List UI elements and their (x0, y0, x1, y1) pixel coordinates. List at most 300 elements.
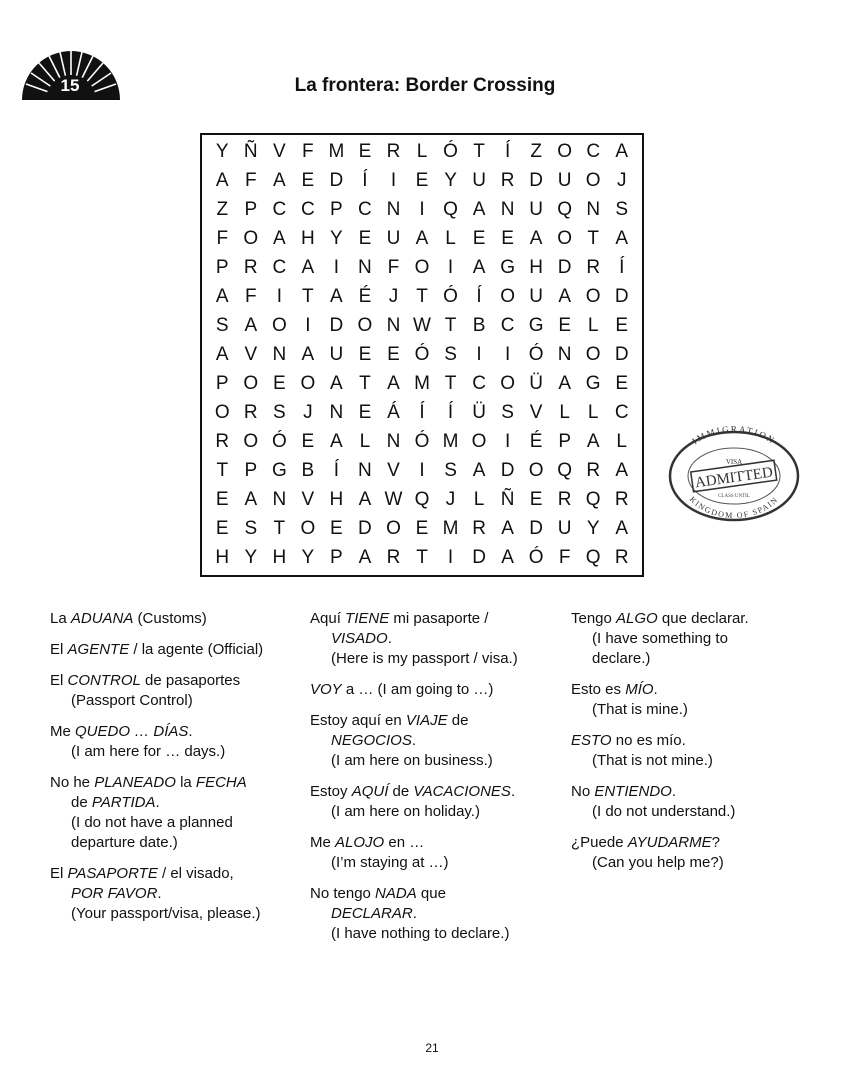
clue-line (571, 649, 811, 669)
grid-letter: Q (414, 488, 430, 510)
grid-letter: I (447, 546, 454, 568)
grid-letter: L (445, 228, 456, 250)
grid-letter: N (386, 315, 401, 337)
grid-letter: R (472, 517, 486, 539)
grid-letter: C (472, 372, 486, 394)
grid-letter: E (501, 228, 514, 250)
grid-letter: A (301, 343, 315, 365)
grid-letter: A (215, 286, 229, 308)
word-search-grid (200, 133, 644, 577)
clue-line (310, 853, 565, 873)
grid-letter: P (215, 372, 229, 394)
clue-text: . (157, 885, 162, 902)
grid-letter: Í (419, 401, 425, 423)
grid-letter: D (472, 546, 486, 568)
clue-line (571, 802, 811, 822)
grid-letter: E (301, 430, 315, 452)
grid-letter: A (615, 141, 629, 163)
clue-line (310, 904, 565, 924)
grid-letter: L (559, 401, 570, 423)
clue-text: (Your passport/visa, please.) (71, 905, 261, 922)
grid-letter: E (301, 170, 315, 192)
grid-letter: B (301, 459, 315, 481)
grid-letter: E (272, 372, 286, 394)
grid-letter: R (243, 257, 258, 279)
grid-letter: V (387, 459, 400, 481)
grid-letter: Z (530, 141, 542, 163)
clue-line (310, 731, 565, 751)
grid-letter: A (215, 170, 229, 192)
clue-line (50, 691, 300, 711)
grid-letter: F (216, 228, 229, 250)
clue-line (310, 884, 565, 904)
hidden-word: VOY (310, 681, 342, 698)
clue-text: (Can you help me?) (592, 854, 724, 871)
clue-text: . (510, 783, 516, 800)
grid-letter: I (276, 286, 282, 308)
grid-letter: P (558, 430, 571, 452)
clue-text: . (387, 630, 392, 647)
grid-letter: N (586, 199, 601, 221)
clue-text: / el visado, (157, 865, 234, 882)
grid-letter: F (244, 286, 257, 308)
hidden-word: AGENTE (67, 641, 130, 658)
hidden-word: ALGO (616, 610, 658, 627)
clue-text: (I’m staying at …) (331, 854, 449, 871)
clue-line (310, 751, 565, 771)
grid-letter: C (300, 199, 315, 221)
grid-letter: S (272, 401, 286, 423)
grid-letter: R (614, 546, 629, 568)
grid-letter: R (614, 488, 629, 510)
hidden-word: PASAPORTE (67, 865, 158, 882)
grid-letter: S (444, 343, 457, 365)
grid-letter: E (215, 517, 229, 539)
grid-letter: O (585, 343, 601, 365)
grid-letter: O (271, 315, 287, 337)
grid-letter: Í (447, 401, 454, 423)
grid-letter: N (557, 343, 572, 365)
grid-letter: N (386, 199, 401, 221)
hidden-word: VACACIONES (413, 783, 511, 800)
grid-letter: L (616, 430, 627, 452)
clue-line (50, 813, 300, 833)
clue-line (50, 671, 300, 691)
clue-line (310, 680, 565, 700)
grid-letter: Ó (443, 286, 458, 308)
page-title: La frontera: Border Crossing (294, 75, 556, 96)
stamp-bottom-text: KINGDOM OF SPAIN (687, 494, 781, 521)
clue-text: No tengo (310, 885, 376, 902)
clue-line (310, 609, 565, 629)
svg-text:IMMIGRATION (690, 424, 777, 446)
clue-line (571, 751, 811, 771)
clue-text: de (447, 712, 469, 729)
clue-line (50, 722, 300, 742)
grid-letter: Q (443, 199, 458, 221)
grid-letter: L (473, 488, 485, 510)
grid-letter: G (585, 372, 601, 394)
grid-letter: O (585, 170, 601, 192)
grid-letter: N (386, 430, 401, 452)
hidden-word: PLANEADO (94, 774, 176, 791)
grid-letter: O (300, 517, 316, 539)
clue-column-3 (571, 609, 811, 884)
hidden-word: QUEDO … DÍAS (75, 723, 189, 740)
grid-letter: A (272, 228, 286, 250)
stamp-small-text: CLASS UNTIL (718, 494, 750, 499)
grid-letter: N (272, 488, 287, 510)
grid-letter: U (529, 286, 543, 308)
grid-letter: Í (619, 257, 625, 279)
clue-text: la (175, 774, 196, 791)
grid-letter: A (501, 517, 514, 539)
clue-text: ? (711, 834, 720, 851)
clue-line (571, 833, 811, 853)
grid-letter: S (244, 517, 258, 539)
grid-letter: G (528, 315, 544, 337)
clue-text: Me (50, 723, 76, 740)
grid-letter: T (473, 141, 485, 163)
clue-text: (I am here on business.) (331, 752, 493, 769)
stamp-top-text: IMMIGRATION (690, 424, 778, 447)
grid-letter: G (271, 459, 287, 481)
admitted-stamp (664, 424, 804, 524)
clue-line (310, 833, 565, 853)
grid-letter: H (529, 257, 543, 279)
grid-letter: V (244, 343, 258, 365)
grid-letter: D (329, 315, 344, 337)
clue-entry (310, 711, 565, 771)
clue-column-2 (310, 609, 565, 955)
grid-letter: V (529, 401, 543, 423)
hidden-word: TIENE (345, 610, 390, 627)
clue-text: Estoy (310, 783, 352, 800)
clue-line (310, 782, 565, 802)
grid-letter: I (476, 343, 482, 365)
clue-text: en … (384, 834, 425, 851)
clue-text: de pasaportes (140, 672, 241, 689)
grid-letter: I (504, 343, 511, 365)
clue-text: Aquí (310, 610, 346, 627)
clue-line (50, 609, 300, 629)
hidden-word: NEGOCIOS (331, 732, 412, 749)
grid-letter: T (273, 517, 286, 539)
grid-letter: A (387, 372, 400, 394)
grid-letter: Í (362, 170, 368, 192)
clue-line (50, 793, 300, 813)
grid-letter: O (528, 459, 544, 481)
grid-letter: T (302, 286, 314, 308)
clue-line (310, 802, 565, 822)
clue-line (50, 864, 300, 884)
grid-letter: I (333, 257, 340, 279)
clue-entry (310, 884, 565, 944)
grid-letter: C (586, 141, 601, 163)
grid-letter: A (501, 546, 514, 568)
grid-letter: Ü (529, 372, 543, 394)
grid-letter: R (386, 546, 401, 568)
grid-letter: T (416, 286, 428, 308)
grid-letter: Ó (443, 141, 458, 163)
grid-letter: O (414, 257, 430, 279)
grid-letter: J (388, 286, 399, 308)
hidden-word: ALOJO (335, 834, 385, 851)
grid-letter: A (215, 343, 229, 365)
grid-letter: E (358, 401, 372, 423)
grid-letter: B (472, 315, 486, 337)
hidden-word: VIAJE (405, 712, 448, 729)
grid-letter: S (501, 401, 514, 423)
grid-letter: O (214, 401, 230, 423)
clue-text: ¿Puede (571, 834, 628, 851)
grid-letter: H (329, 488, 344, 510)
grid-letter: O (585, 286, 601, 308)
grid-letter: É (529, 430, 543, 452)
grid-letter: O (357, 315, 373, 337)
grid-letter: A (472, 257, 486, 279)
clue-text: Esto es (571, 681, 626, 698)
grid-letter: U (557, 517, 572, 539)
grid-letter: O (557, 228, 573, 250)
grid-letter: I (504, 430, 511, 452)
grid-letter: Y (444, 170, 457, 192)
grid-letter: O (386, 517, 401, 539)
grid-letter: L (587, 401, 599, 423)
grid-letter: Y (215, 141, 229, 163)
grid-letter: A (244, 315, 258, 337)
hidden-word: CONTROL (67, 672, 141, 689)
grid-letter: D (500, 459, 515, 481)
grid-letter: N (500, 199, 515, 221)
clue-text: Tengo (571, 610, 617, 627)
grid-letter: A (615, 459, 629, 481)
grid-letter: Q (585, 546, 601, 568)
clue-entry (571, 833, 811, 873)
grid-letter: A (415, 228, 429, 250)
clue-line (571, 731, 811, 751)
clue-text: . (653, 681, 658, 698)
hidden-word: PARTIDA (91, 794, 156, 811)
grid-letter: A (472, 199, 486, 221)
clue-text: (I have something to (592, 630, 728, 647)
grid-letter: Q (557, 199, 573, 221)
clue-line (50, 640, 300, 660)
clue-entry (571, 680, 811, 720)
clue-text: (I do not understand.) (592, 803, 736, 820)
grid-letter: Ó (528, 343, 544, 365)
grid-letter: L (359, 430, 371, 452)
grid-letter: E (215, 488, 229, 510)
grid-letter: H (272, 546, 287, 568)
grid-letter: Ó (414, 343, 430, 365)
clue-entry (50, 609, 300, 629)
grid-letter: A (558, 372, 571, 394)
clue-entry (310, 782, 565, 822)
grid-letter: Q (585, 488, 601, 510)
grid-letter: L (587, 315, 599, 337)
clue-line (310, 924, 565, 944)
grid-letter: P (215, 257, 229, 279)
grid-letter: U (386, 228, 401, 250)
grid-letter: A (615, 517, 629, 539)
clue-entry (50, 864, 300, 924)
grid-letter: J (303, 401, 313, 423)
grid-letter: E (387, 343, 400, 365)
grid-letter: R (386, 141, 401, 163)
clue-entry (571, 609, 811, 669)
clue-text: de (71, 794, 92, 811)
grid-letter: C (272, 257, 287, 279)
stamp-mid-text: VISA (725, 458, 743, 466)
grid-letter: C (500, 315, 515, 337)
stamp-main-text: ADMITTED (694, 464, 774, 492)
clue-line (50, 742, 300, 762)
clue-text: La (50, 610, 71, 627)
grid-letter: T (359, 372, 371, 394)
grid-letter: I (390, 170, 397, 192)
grid-letter: F (558, 546, 571, 568)
grid-letter: L (416, 141, 428, 163)
clue-text: que (416, 885, 446, 902)
grid-letter: G (500, 257, 515, 279)
clue-entry (571, 731, 811, 771)
grid-letter: A (529, 228, 543, 250)
grid-letter: T (216, 459, 229, 481)
grid-letter: E (615, 372, 629, 394)
clue-text: (Customs) (133, 610, 207, 627)
grid-letter: E (472, 228, 486, 250)
clue-entry (50, 640, 300, 660)
clue-column-1 (50, 609, 300, 935)
hidden-word: ADUANA (70, 610, 134, 627)
grid-letter: F (244, 170, 257, 192)
clue-line (50, 833, 300, 853)
clue-line (310, 629, 565, 649)
grid-letter: Z (216, 199, 229, 221)
clue-text: que declarar. (657, 610, 749, 627)
grid-letter: D (529, 170, 543, 192)
grid-letter: É (358, 286, 372, 308)
clue-text: (That is mine.) (592, 701, 688, 718)
grid-letter: D (614, 343, 629, 365)
grid-letter: I (305, 315, 311, 337)
grid-letter: T (416, 546, 428, 568)
clue-text: no es mío. (611, 732, 686, 749)
grid-letter: R (215, 430, 230, 452)
grid-letter: A (330, 286, 343, 308)
puzzle-number: 15 (60, 76, 80, 95)
grid-letter: O (471, 430, 487, 452)
grid-letter: J (616, 170, 627, 192)
clue-text: a … (I am going to …) (341, 681, 494, 698)
grid-letter: Y (244, 546, 258, 568)
hidden-word: POR FAVOR (71, 885, 158, 902)
grid-letter: A (301, 257, 315, 279)
grid-letter: O (500, 286, 515, 308)
hidden-word: AYUDARME (627, 834, 712, 851)
clue-text: Estoy aquí en (310, 712, 406, 729)
clue-text: (That is not mine.) (592, 752, 713, 769)
hidden-word: NADA (375, 885, 417, 902)
grid-letter: U (329, 343, 344, 365)
grid-letter: E (358, 141, 372, 163)
clue-line (310, 711, 565, 731)
hidden-word: MÍO (625, 681, 654, 698)
clue-line (571, 629, 811, 649)
clue-text: El (50, 672, 68, 689)
clue-entry (310, 680, 565, 700)
grid-letter: V (272, 141, 286, 163)
grid-letter: Í (476, 286, 482, 308)
grid-letter: S (615, 199, 629, 221)
grid-letter: D (358, 517, 372, 539)
grid-letter: R (586, 459, 601, 481)
clue-text: (Here is my passport / visa.) (331, 650, 518, 667)
clue-text: (Passport Control) (71, 692, 193, 709)
clue-text: (I do not have a planned (71, 814, 233, 831)
grid-letter: C (614, 401, 629, 423)
hidden-word: VISADO (331, 630, 388, 647)
clue-text: . (411, 732, 417, 749)
clue-text: No (571, 783, 595, 800)
clue-text: mi pasaporte / (389, 610, 489, 627)
page-number: 21 (425, 1041, 439, 1055)
clue-entry (310, 609, 565, 669)
grid-letter: A (358, 546, 372, 568)
grid-letter: E (415, 517, 429, 539)
clue-text: . (188, 723, 193, 740)
grid-letter: T (444, 372, 457, 394)
grid-letter: E (529, 488, 543, 510)
clue-entry (571, 782, 811, 822)
grid-letter: D (329, 170, 344, 192)
grid-letter: R (586, 257, 601, 279)
grid-letter: A (272, 170, 286, 192)
hidden-word: DECLARAR (331, 905, 413, 922)
clue-text: (I have nothing to declare.) (331, 925, 510, 942)
grid-letter: Í (504, 141, 511, 163)
grid-letter: D (557, 257, 572, 279)
clue-line (571, 853, 811, 873)
grid-letter: Á (387, 401, 400, 423)
hidden-word: FECHA (195, 774, 247, 791)
grid-letter: I (419, 459, 425, 481)
grid-letter: A (472, 459, 486, 481)
grid-letter: E (330, 517, 343, 539)
clue-line (50, 773, 300, 793)
grid-letter: W (384, 488, 403, 510)
hidden-word: ESTO (571, 732, 612, 749)
grid-letter: T (587, 228, 599, 250)
grid-letter: U (472, 170, 486, 192)
grid-letter: E (358, 228, 372, 250)
grid-letter: F (302, 141, 314, 163)
grid-letter: N (358, 459, 372, 481)
grid-letter: C (272, 199, 287, 221)
clue-line (571, 700, 811, 720)
grid-letter: Q (557, 459, 573, 481)
grid-letter: N (358, 257, 372, 279)
grid-letter: O (243, 372, 259, 394)
grid-letter: N (272, 343, 287, 365)
grid-letter: O (243, 228, 259, 250)
grid-letter: Y (301, 546, 315, 568)
clue-text: (I am here for … days.) (71, 743, 226, 760)
grid-letter: Ü (472, 401, 486, 423)
grid-letter: P (244, 459, 258, 481)
grid-letter: O (500, 372, 515, 394)
